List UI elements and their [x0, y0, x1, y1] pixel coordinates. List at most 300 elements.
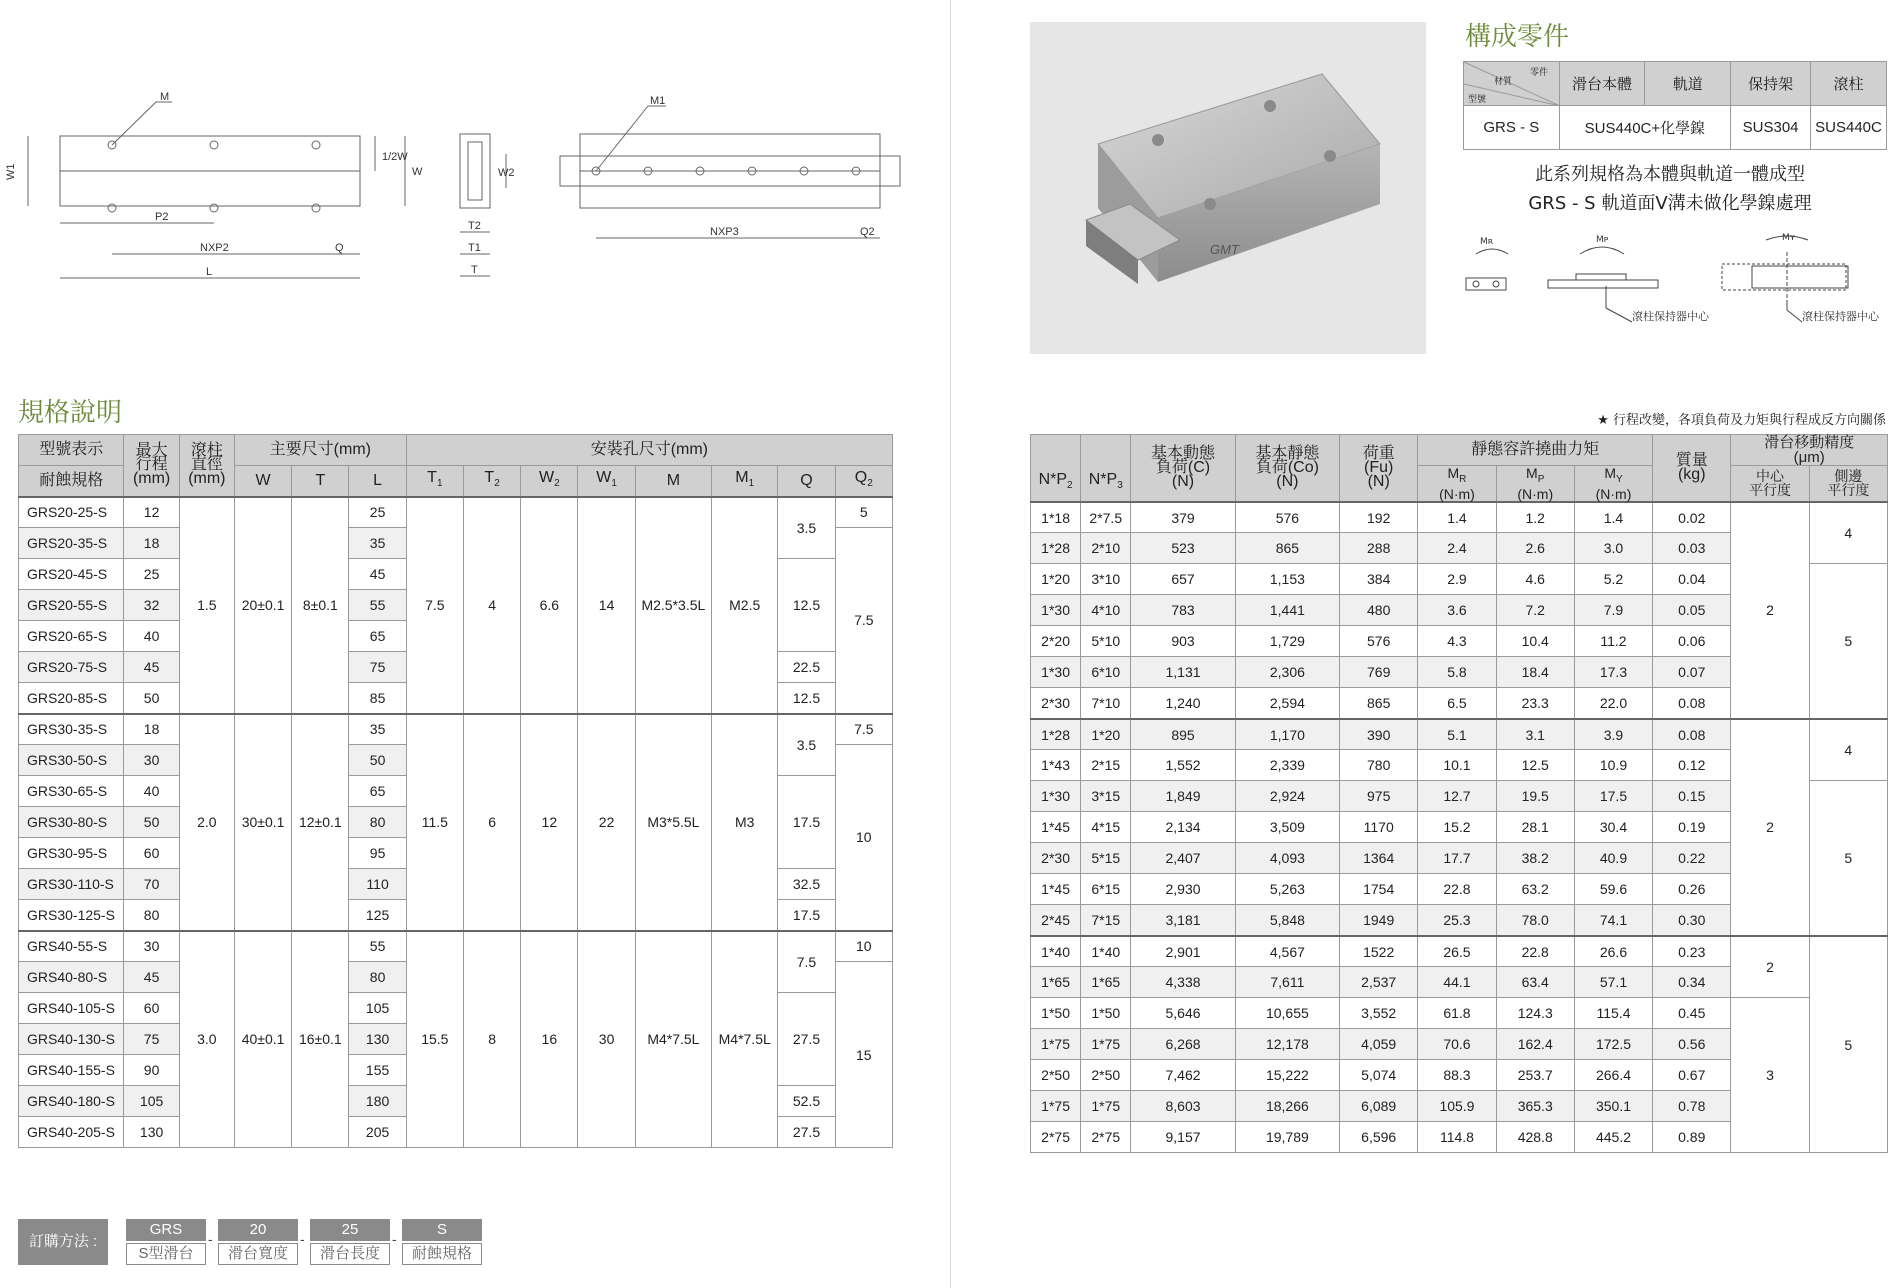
- stroke-cell: 50: [124, 807, 179, 838]
- load-fu-cell: 4,059: [1340, 1029, 1418, 1060]
- cell-Q: 27.5: [778, 1117, 835, 1148]
- header-mp: $M_P$ (N·m): [1496, 466, 1574, 502]
- np2-cell: 2*30: [1031, 843, 1081, 874]
- length-cell: 155: [349, 1055, 406, 1086]
- label-Q: Q: [335, 242, 344, 254]
- order-separator: -: [300, 1231, 305, 1247]
- static-load-cell: 1,729: [1235, 626, 1339, 657]
- order-desc: S型滑台: [126, 1243, 206, 1265]
- label-L: L: [206, 266, 213, 278]
- mass-cell: 0.56: [1653, 1029, 1731, 1060]
- np3-cell: 4*10: [1081, 595, 1131, 626]
- dynamic-load-cell: 4,338: [1131, 967, 1235, 998]
- label-mp: Mᴘ: [1596, 235, 1609, 245]
- label-T2: T2: [468, 220, 481, 232]
- dynamic-load-cell: 1,240: [1131, 688, 1235, 719]
- my-cell: 26.6: [1574, 936, 1652, 967]
- mass-cell: 0.45: [1653, 998, 1731, 1029]
- np3-cell: 1*50: [1081, 998, 1131, 1029]
- my-cell: 1.4: [1574, 502, 1652, 533]
- cell-M1: M3: [712, 714, 778, 931]
- cell-Q: 17.5: [778, 776, 835, 869]
- stroke-cell: 130: [124, 1117, 179, 1148]
- mr-cell: 6.5: [1418, 688, 1496, 719]
- mr-cell: 17.7: [1418, 843, 1496, 874]
- table-row: [19, 497, 893, 528]
- mass-cell: 0.19: [1653, 812, 1731, 843]
- my-cell: 59.6: [1574, 874, 1652, 905]
- np2-cell: 2*20: [1031, 626, 1081, 657]
- center-parallel-cell: 3: [1731, 998, 1809, 1153]
- length-cell: 35: [349, 528, 406, 559]
- static-load-cell: 4,567: [1235, 936, 1339, 967]
- header-model: 型號表示: [19, 435, 124, 466]
- np2-cell: 1*75: [1031, 1091, 1081, 1122]
- order-code: S: [402, 1219, 482, 1241]
- my-cell: 445.2: [1574, 1122, 1652, 1153]
- mass-cell: 0.06: [1653, 626, 1731, 657]
- np3-cell: 6*10: [1081, 657, 1131, 688]
- static-load-cell: 1,153: [1235, 564, 1339, 595]
- order-separator: -: [208, 1231, 213, 1247]
- order-code: 25: [310, 1219, 390, 1241]
- mr-cell: 1.4: [1418, 502, 1496, 533]
- dynamic-load-cell: 523: [1131, 533, 1235, 564]
- static-load-cell: 18,266: [1235, 1091, 1339, 1122]
- cell-T1: 7.5: [406, 497, 463, 714]
- header-dynamic-load: 基本動態 負荷(C) (N): [1131, 435, 1235, 502]
- mr-cell: 61.8: [1418, 998, 1496, 1029]
- mp-cell: 19.5: [1496, 781, 1574, 812]
- cell-Q: 22.5: [778, 652, 835, 683]
- mr-cell: 4.3: [1418, 626, 1496, 657]
- np2-cell: 1*30: [1031, 781, 1081, 812]
- mp-cell: 78.0: [1496, 905, 1574, 936]
- stroke-cell: 80: [124, 900, 179, 931]
- header-T: T: [292, 466, 349, 497]
- length-cell: 110: [349, 869, 406, 900]
- np3-cell: 2*10: [1081, 533, 1131, 564]
- np2-cell: 1*30: [1031, 595, 1081, 626]
- parts-header-cage: 保持架: [1731, 62, 1811, 106]
- static-load-cell: 865: [1235, 533, 1339, 564]
- stroke-cell: 105: [124, 1086, 179, 1117]
- dynamic-load-cell: 2,407: [1131, 843, 1235, 874]
- mass-cell: 0.22: [1653, 843, 1731, 874]
- my-cell: 115.4: [1574, 998, 1652, 1029]
- mp-cell: 365.3: [1496, 1091, 1574, 1122]
- stroke-cell: 40: [124, 776, 179, 807]
- static-load-cell: 1,441: [1235, 595, 1339, 626]
- header-my: $M_Y$ (N·m): [1574, 466, 1652, 502]
- mass-cell: 0.15: [1653, 781, 1731, 812]
- np2-cell: 1*45: [1031, 812, 1081, 843]
- header-max-stroke: 最大 行程 (mm): [124, 435, 179, 497]
- length-cell: 95: [349, 838, 406, 869]
- np3-cell: 7*15: [1081, 905, 1131, 936]
- my-cell: 57.1: [1574, 967, 1652, 998]
- moment-diagrams: [1462, 230, 1892, 330]
- dynamic-load-cell: 2,901: [1131, 936, 1235, 967]
- dynamic-load-cell: 1,849: [1131, 781, 1235, 812]
- model-cell: GRS20-45-S: [19, 559, 124, 590]
- mp-cell: 4.6: [1496, 564, 1574, 595]
- mp-cell: 63.2: [1496, 874, 1574, 905]
- dynamic-load-cell: 903: [1131, 626, 1235, 657]
- label-M1: M1: [650, 95, 666, 107]
- model-cell: GRS20-85-S: [19, 683, 124, 714]
- mp-cell: 3.1: [1496, 719, 1574, 750]
- my-cell: 350.1: [1574, 1091, 1652, 1122]
- label-center2: 滾柱保持器中心: [1802, 310, 1879, 323]
- np2-cell: 2*50: [1031, 1060, 1081, 1091]
- mr-cell: 15.2: [1418, 812, 1496, 843]
- np2-cell: 1*75: [1031, 1029, 1081, 1060]
- np2-cell: 1*43: [1031, 750, 1081, 781]
- np2-cell: 1*18: [1031, 502, 1081, 533]
- table-row: [1031, 502, 1888, 533]
- cell-T1: 15.5: [406, 931, 463, 1148]
- mass-cell: 0.08: [1653, 688, 1731, 719]
- np2-cell: 1*50: [1031, 998, 1081, 1029]
- load-fu-cell: 975: [1340, 781, 1418, 812]
- mr-cell: 22.8: [1418, 874, 1496, 905]
- header-mount-dim: 安裝孔尺寸(mm): [406, 435, 892, 466]
- load-fu-cell: 1754: [1340, 874, 1418, 905]
- page-gutter: [950, 0, 951, 1288]
- mp-cell: 63.4: [1496, 967, 1574, 998]
- cell-M: M4*7.5L: [635, 931, 711, 1148]
- cell-T2: 8: [463, 931, 520, 1148]
- mass-cell: 0.26: [1653, 874, 1731, 905]
- order-desc: 滑台寬度: [218, 1243, 298, 1265]
- label-half-W: 1/2W: [382, 151, 408, 163]
- my-cell: 11.2: [1574, 626, 1652, 657]
- cell-W2: 12: [521, 714, 578, 931]
- label-NXP2: NXP2: [200, 242, 229, 254]
- mr-cell: 5.1: [1418, 719, 1496, 750]
- cell-W: 40±0.1: [234, 931, 291, 1148]
- load-fu-cell: 288: [1340, 533, 1418, 564]
- header-W1: $W_1$: [578, 466, 635, 497]
- table-row: [1031, 998, 1888, 1029]
- header-W: W: [234, 466, 291, 497]
- dynamic-load-cell: 1,131: [1131, 657, 1235, 688]
- length-cell: 180: [349, 1086, 406, 1117]
- header-load-fu: 荷重 (Fu) (N): [1340, 435, 1418, 502]
- order-item: [218, 1219, 298, 1265]
- length-cell: 105: [349, 993, 406, 1024]
- load-fu-cell: 480: [1340, 595, 1418, 626]
- static-load-cell: 5,848: [1235, 905, 1339, 936]
- header-T1: $T_1$: [406, 466, 463, 497]
- spec-section-title: 規格說明: [18, 398, 123, 428]
- slide-illustration: [1030, 22, 1426, 354]
- load-fu-cell: 1949: [1340, 905, 1418, 936]
- cell-W2: 16: [521, 931, 578, 1148]
- length-cell: 65: [349, 776, 406, 807]
- label-M: M: [160, 91, 170, 103]
- order-code: GRS: [126, 1219, 206, 1241]
- model-cell: GRS30-125-S: [19, 900, 124, 931]
- load-fu-cell: 2,537: [1340, 967, 1418, 998]
- mr-cell: 5.8: [1418, 657, 1496, 688]
- np3-cell: 2*15: [1081, 750, 1131, 781]
- load-table: [1030, 434, 1888, 1153]
- cell-T2: 4: [463, 497, 520, 714]
- cell-Q2: 5: [835, 497, 892, 528]
- stroke-cell: 75: [124, 1024, 179, 1055]
- np2-cell: 1*30: [1031, 657, 1081, 688]
- header-np2: $N*P_2$: [1031, 466, 1081, 502]
- length-cell: 80: [349, 962, 406, 993]
- np2-cell: 1*28: [1031, 533, 1081, 564]
- dynamic-load-cell: 657: [1131, 564, 1235, 595]
- mass-cell: 0.07: [1653, 657, 1731, 688]
- static-load-cell: 12,178: [1235, 1029, 1339, 1060]
- cell-Q2: 10: [835, 931, 892, 962]
- header-M1: $M_1$: [712, 466, 778, 497]
- length-cell: 80: [349, 807, 406, 838]
- parts-header-rail: 軌道: [1645, 62, 1731, 106]
- length-cell: 130: [349, 1024, 406, 1055]
- mr-cell: 105.9: [1418, 1091, 1496, 1122]
- header-main-dim: 主要尺寸(mm): [234, 435, 406, 466]
- dynamic-load-cell: 6,268: [1131, 1029, 1235, 1060]
- label-W: W: [412, 166, 423, 178]
- my-cell: 30.4: [1574, 812, 1652, 843]
- cell-W: 20±0.1: [234, 497, 291, 714]
- cell-Q2: 7.5: [835, 528, 892, 714]
- model-cell: GRS20-55-S: [19, 590, 124, 621]
- np3-cell: 4*15: [1081, 812, 1131, 843]
- np2-cell: 1*20: [1031, 564, 1081, 595]
- length-cell: 85: [349, 683, 406, 714]
- load-fu-cell: 1364: [1340, 843, 1418, 874]
- cell-M1: M4*7.5L: [712, 931, 778, 1148]
- my-cell: 172.5: [1574, 1029, 1652, 1060]
- cell-dia: 2.0: [179, 714, 234, 931]
- label-my: Mʏ: [1782, 233, 1796, 243]
- mass-cell: 0.89: [1653, 1122, 1731, 1153]
- stroke-cell: 18: [124, 528, 179, 559]
- np2-cell: 2*45: [1031, 905, 1081, 936]
- side-parallel-cell: 5: [1809, 781, 1887, 936]
- mass-cell: 0.30: [1653, 905, 1731, 936]
- np3-cell: 1*75: [1081, 1029, 1131, 1060]
- load-fu-cell: 3,552: [1340, 998, 1418, 1029]
- parts-body-rail-material: SUS440C+化學鎳: [1559, 106, 1731, 150]
- side-parallel-cell: 5: [1809, 564, 1887, 719]
- mass-cell: 0.67: [1653, 1060, 1731, 1091]
- header-W2: $W_2$: [521, 466, 578, 497]
- table-row: [19, 931, 893, 962]
- model-cell: GRS30-95-S: [19, 838, 124, 869]
- np3-cell: 2*7.5: [1081, 502, 1131, 533]
- mass-cell: 0.34: [1653, 967, 1731, 998]
- stroke-cell: 50: [124, 683, 179, 714]
- load-fu-cell: 6,089: [1340, 1091, 1418, 1122]
- label-NXP3: NXP3: [710, 226, 739, 238]
- header-center-parallel: 中心 平行度: [1731, 466, 1809, 502]
- my-cell: 5.2: [1574, 564, 1652, 595]
- cell-Q2: 10: [835, 745, 892, 931]
- model-cell: GRS30-80-S: [19, 807, 124, 838]
- side-parallel-cell: 4: [1809, 502, 1887, 564]
- static-load-cell: 2,594: [1235, 688, 1339, 719]
- mp-cell: 28.1: [1496, 812, 1574, 843]
- dynamic-load-cell: 9,157: [1131, 1122, 1235, 1153]
- model-cell: GRS20-35-S: [19, 528, 124, 559]
- header-moment: 靜態容許撓曲力矩: [1418, 435, 1653, 466]
- mr-cell: 70.6: [1418, 1029, 1496, 1060]
- stroke-note: ★ 行程改變，各項負荷及力矩與行程成反方向關係: [1597, 413, 1886, 428]
- load-fu-cell: 5,074: [1340, 1060, 1418, 1091]
- model-cell: GRS20-25-S: [19, 497, 124, 528]
- cell-M: M3*5.5L: [635, 714, 711, 931]
- cell-Q: 12.5: [778, 559, 835, 652]
- np3-cell: 3*10: [1081, 564, 1131, 595]
- mp-cell: 10.4: [1496, 626, 1574, 657]
- header-roller-dia: 滾柱 直徑 (mm): [179, 435, 234, 497]
- parts-header-body: 滑台本體: [1559, 62, 1645, 106]
- stroke-cell: 30: [124, 931, 179, 962]
- dynamic-load-cell: 5,646: [1131, 998, 1235, 1029]
- cell-Q: 17.5: [778, 900, 835, 931]
- parts-section-title: 構成零件: [1465, 22, 1570, 52]
- model-cell: GRS40-80-S: [19, 962, 124, 993]
- center-parallel-cell: 2: [1731, 936, 1809, 998]
- np3-cell: 2*75: [1081, 1122, 1131, 1153]
- mp-cell: 1.2: [1496, 502, 1574, 533]
- label-T: T: [471, 264, 478, 276]
- spec-table: [18, 434, 893, 1148]
- dynamic-load-cell: 895: [1131, 719, 1235, 750]
- stroke-cell: 40: [124, 621, 179, 652]
- header-M: M: [635, 466, 711, 497]
- stroke-cell: 45: [124, 962, 179, 993]
- np3-cell: 1*75: [1081, 1091, 1131, 1122]
- stroke-cell: 18: [124, 714, 179, 745]
- header-np3: $N*P_3$: [1081, 466, 1131, 502]
- stroke-cell: 70: [124, 869, 179, 900]
- static-load-cell: 4,093: [1235, 843, 1339, 874]
- side-parallel-cell: 5: [1809, 936, 1887, 1153]
- cell-W1: 30: [578, 931, 635, 1148]
- dynamic-load-cell: 783: [1131, 595, 1235, 626]
- load-fu-cell: 390: [1340, 719, 1418, 750]
- header-mass: 質量 (kg): [1653, 435, 1731, 502]
- mr-cell: 44.1: [1418, 967, 1496, 998]
- my-cell: 3.0: [1574, 533, 1652, 564]
- mp-cell: 38.2: [1496, 843, 1574, 874]
- cell-W: 30±0.1: [234, 714, 291, 931]
- parts-roller-material: SUS440C: [1811, 106, 1887, 150]
- load-fu-cell: 6,596: [1340, 1122, 1418, 1153]
- header-accuracy: 滑台移動精度 (μm): [1731, 435, 1888, 466]
- parts-header-roller: 滾柱: [1811, 62, 1887, 106]
- load-fu-cell: 780: [1340, 750, 1418, 781]
- model-cell: GRS20-65-S: [19, 621, 124, 652]
- model-cell: GRS40-180-S: [19, 1086, 124, 1117]
- parts-corner-cell: 零件 材質 型號: [1464, 62, 1560, 106]
- mass-cell: 0.03: [1653, 533, 1731, 564]
- cell-M: M2.5*3.5L: [635, 497, 711, 714]
- np2-cell: 1*28: [1031, 719, 1081, 750]
- mp-cell: 12.5: [1496, 750, 1574, 781]
- np2-cell: 1*40: [1031, 936, 1081, 967]
- length-cell: 50: [349, 745, 406, 776]
- np3-cell: 7*10: [1081, 688, 1131, 719]
- model-cell: GRS40-105-S: [19, 993, 124, 1024]
- mr-cell: 2.4: [1418, 533, 1496, 564]
- label-W1: W1: [5, 163, 17, 180]
- my-cell: 17.3: [1574, 657, 1652, 688]
- stroke-cell: 45: [124, 652, 179, 683]
- length-cell: 75: [349, 652, 406, 683]
- static-load-cell: 2,339: [1235, 750, 1339, 781]
- mass-cell: 0.08: [1653, 719, 1731, 750]
- static-load-cell: 3,509: [1235, 812, 1339, 843]
- header-T2: $T_2$: [463, 466, 520, 497]
- table-row: [1031, 719, 1888, 750]
- static-load-cell: 2,924: [1235, 781, 1339, 812]
- cell-dia: 3.0: [179, 931, 234, 1148]
- dynamic-load-cell: 1,552: [1131, 750, 1235, 781]
- order-code: 20: [218, 1219, 298, 1241]
- load-fu-cell: 865: [1340, 688, 1418, 719]
- stroke-cell: 25: [124, 559, 179, 590]
- np3-cell: 3*15: [1081, 781, 1131, 812]
- cell-Q2: 7.5: [835, 714, 892, 745]
- model-cell: GRS40-155-S: [19, 1055, 124, 1086]
- cell-M1: M2.5: [712, 497, 778, 714]
- mass-cell: 0.02: [1653, 502, 1731, 533]
- my-cell: 3.9: [1574, 719, 1652, 750]
- header-side-parallel: 側邊 平行度: [1809, 466, 1887, 502]
- side-parallel-cell: 4: [1809, 719, 1887, 781]
- static-load-cell: 7,611: [1235, 967, 1339, 998]
- static-load-cell: 10,655: [1235, 998, 1339, 1029]
- cell-T: 12±0.1: [292, 714, 349, 931]
- mass-cell: 0.23: [1653, 936, 1731, 967]
- stroke-cell: 60: [124, 993, 179, 1024]
- load-fu-cell: 192: [1340, 502, 1418, 533]
- mp-cell: 162.4: [1496, 1029, 1574, 1060]
- mp-cell: 428.8: [1496, 1122, 1574, 1153]
- np3-cell: 6*15: [1081, 874, 1131, 905]
- np3-cell: 5*10: [1081, 626, 1131, 657]
- stroke-cell: 12: [124, 497, 179, 528]
- length-cell: 55: [349, 931, 406, 962]
- static-load-cell: 19,789: [1235, 1122, 1339, 1153]
- my-cell: 17.5: [1574, 781, 1652, 812]
- header-corrosion: 耐蝕規格: [19, 466, 124, 497]
- mr-cell: 10.1: [1418, 750, 1496, 781]
- np3-cell: 5*15: [1081, 843, 1131, 874]
- static-load-cell: 2,306: [1235, 657, 1339, 688]
- header-static-load: 基本靜態 負荷(Co) (N): [1235, 435, 1339, 502]
- mr-cell: 25.3: [1418, 905, 1496, 936]
- caption-line-1: 此系列規格為本體與軌道一體成型: [1535, 164, 1805, 185]
- header-Q2: $Q_2$: [835, 466, 892, 497]
- header-mr: $M_R$ (N·m): [1418, 466, 1496, 502]
- dynamic-load-cell: 2,134: [1131, 812, 1235, 843]
- mass-cell: 0.12: [1653, 750, 1731, 781]
- static-load-cell: 1,170: [1235, 719, 1339, 750]
- mr-cell: 3.6: [1418, 595, 1496, 626]
- cell-dia: 1.5: [179, 497, 234, 714]
